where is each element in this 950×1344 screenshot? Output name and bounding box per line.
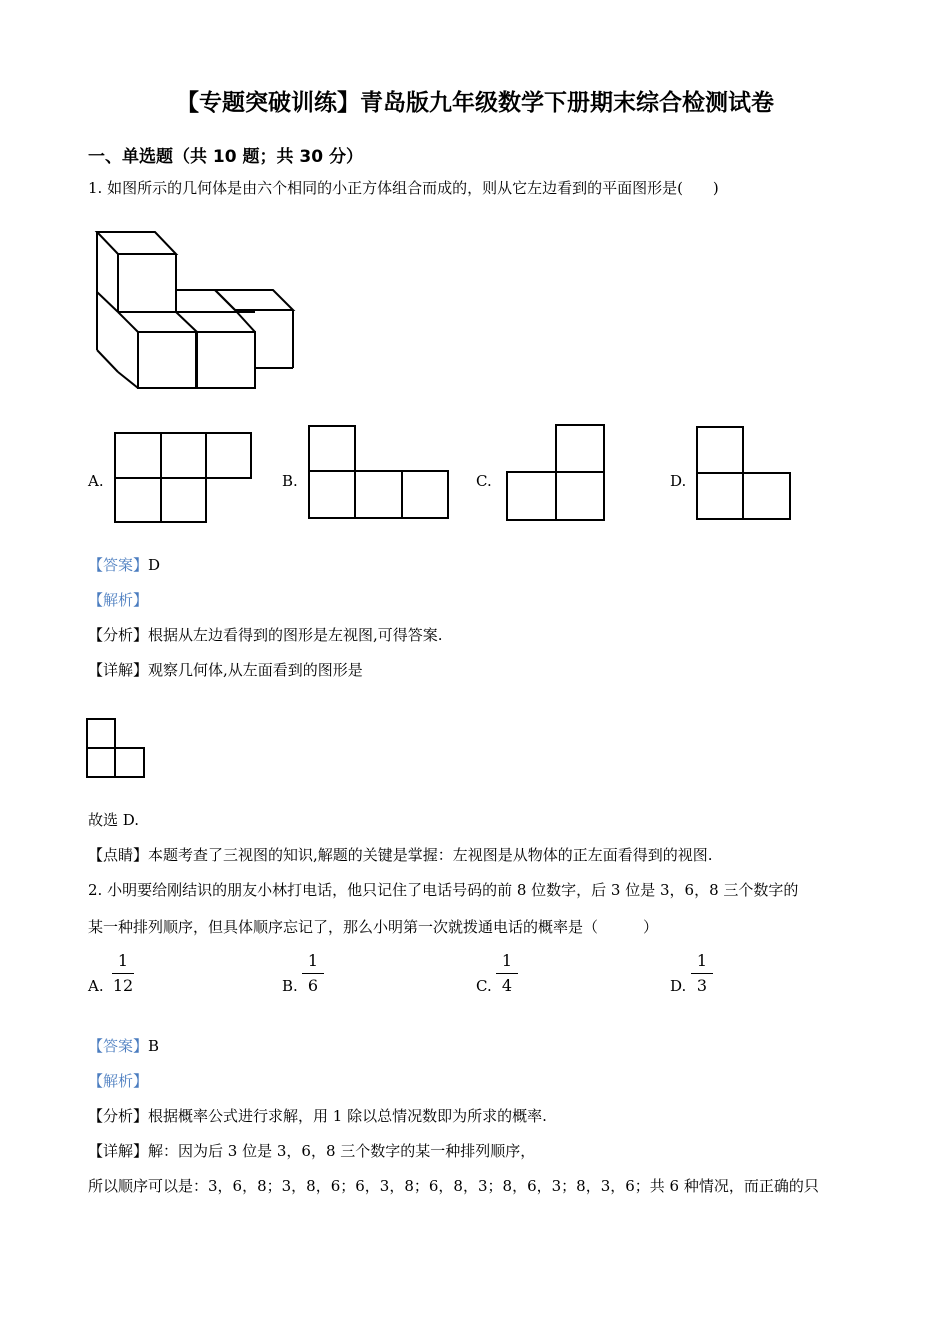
denominator: 12 [112, 976, 134, 995]
dianjing-tag: 【点睛】 [88, 846, 149, 864]
q2-last-line: 所以顺序可以是：3，6，8；3，8，6；6，3，8；6，8，3；8，6，3；8，3，6；共 6 种情况，而正确的只 [88, 1177, 819, 1195]
q2-option-a-label: A. [88, 977, 104, 995]
q1-option-b-label: B. [282, 472, 298, 490]
denominator: 3 [696, 976, 708, 995]
q2-fenxi [88, 1106, 547, 1126]
answer-tag: 【答案】 [88, 556, 149, 574]
denominator: 6 [307, 976, 319, 995]
q2-analysis-tag: 【解析】 [88, 1072, 149, 1090]
q2-option-c-label: C. [476, 977, 492, 995]
numerator: 1 [501, 951, 513, 970]
dianjing-text: 本题考查了三视图的知识,解题的关键是掌握：左视图是从物体的正左面看得到的视图. [148, 846, 713, 864]
fenxi-text: 根据从左边看得到的图形是左视图,可得答案. [148, 626, 443, 644]
q2-option-d-fraction [689, 952, 715, 995]
xiangjie-text: 观察几何体,从左面看到的图形是 [148, 661, 363, 679]
q2-stem-line2: 某一种排列顺序，但具体顺序忘记了，那么小明第一次就拨通电话的概率是（ ） [88, 918, 659, 936]
q1-analysis-tag: 【解析】 [88, 591, 149, 609]
answer-value: D [148, 556, 161, 574]
fenxi-text: 根据概率公式进行求解，用 1 除以总情况数即为所求的概率. [148, 1107, 547, 1125]
numerator: 1 [696, 951, 708, 970]
xiangjie-tag: 【详解】 [88, 661, 149, 679]
fenxi-tag: 【分析】 [88, 626, 149, 644]
q2-option-a-fraction [110, 952, 136, 995]
q2-stem-line1: 2. 小明要给刚结识的朋友小林打电话，他只记住了电话号码的前 8 位数字，后 3 位是 3，6，8 三个数字的 [88, 881, 799, 899]
q2-option-c-fraction [494, 952, 520, 995]
q2-answer [88, 1036, 159, 1056]
answer-tag: 【答案】 [88, 1037, 149, 1055]
q1-option-c-label: C. [476, 472, 492, 490]
answer-value: B [148, 1037, 160, 1055]
q2-option-b-fraction [300, 952, 326, 995]
q1-dianjing [88, 845, 713, 865]
q1-option-d-label: D. [670, 472, 687, 490]
q1-conclusion: 故选 D. [88, 811, 140, 829]
page-title: 【专题突破训练】青岛版九年级数学下册期末综合检测试卷 [176, 90, 774, 116]
fenxi-tag: 【分析】 [88, 1107, 149, 1125]
q1-option-a-label: A. [88, 472, 104, 490]
denominator: 4 [501, 976, 513, 995]
q2-option-d-label: D. [670, 977, 687, 995]
xiangjie-text: 解：因为后 3 位是 3，6，8 三个数字的某一种排列顺序， [148, 1142, 536, 1160]
section-heading: 一、单选题（共 10 题；共 30 分） [88, 147, 363, 167]
q2-xiangjie [88, 1141, 535, 1161]
q2-option-b-label: B. [282, 977, 298, 995]
xiangjie-tag: 【详解】 [88, 1142, 149, 1160]
q1-stem: 1. 如图所示的几何体是由六个相同的小正方体组合而成的，则从它左边看到的平面图形是( ) [88, 179, 719, 197]
numerator: 1 [117, 951, 129, 970]
numerator: 1 [307, 951, 319, 970]
